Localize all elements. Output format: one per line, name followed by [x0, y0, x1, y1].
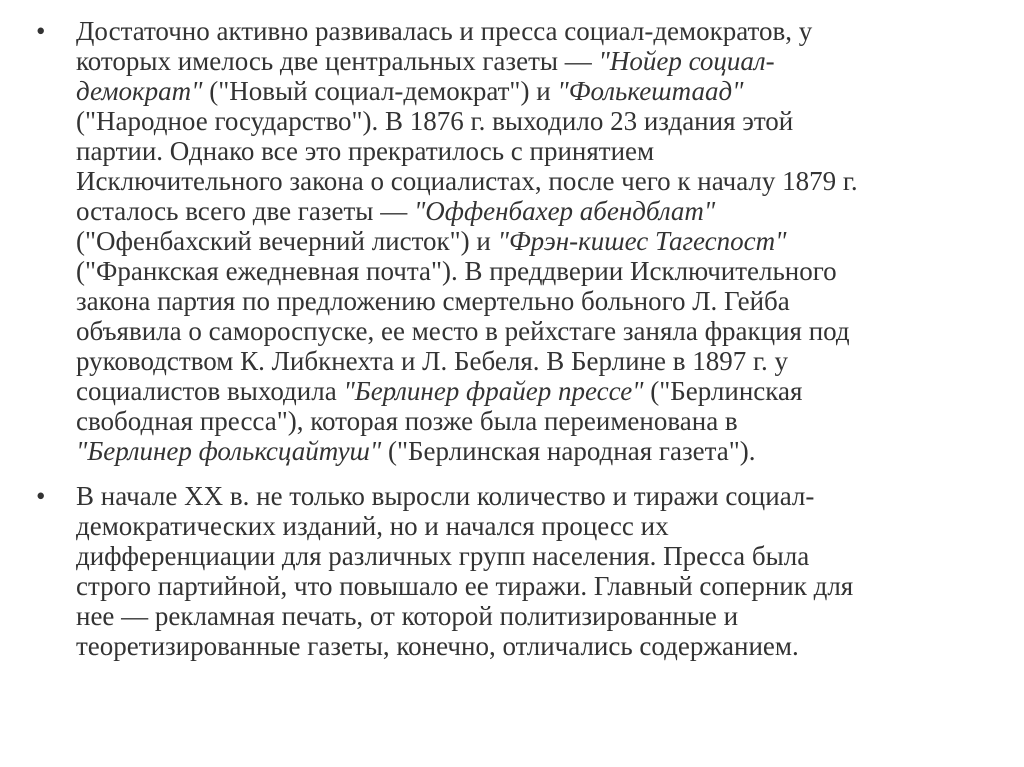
newspaper-title: "Фрэн-кишес Тагеспост": [497, 226, 787, 256]
text-line: [76, 346, 1016, 376]
text-segment: ("Франкская ежедневная почта"). В преддверии Исключительного: [76, 256, 837, 286]
newspaper-title: "Фолькештаад": [557, 76, 744, 106]
text-segment: свободная пресса"), которая позже была переименована в: [76, 406, 738, 436]
text-line: [76, 631, 1016, 661]
text-line: [76, 166, 1016, 196]
text-line: [76, 406, 1016, 436]
text-segment: Достаточно активно развивалась и пресса социал-демократов, у: [76, 16, 813, 46]
text-segment: строго партийной, что повышало ее тиражи. Главный соперник для: [76, 571, 854, 601]
bullet-text: [76, 481, 1016, 661]
text-segment: объявила о самороспуске, ее место в рейхстаге заняла фракция под: [76, 316, 850, 346]
text-line: [76, 106, 1016, 136]
text-line: [76, 46, 1016, 76]
text-segment: партии. Однако все это прекратилось с принятием: [76, 136, 655, 166]
bullet-text: [76, 16, 1016, 466]
text-segment: Исключительного закона о социалистах, после чего к началу 1879 г.: [76, 166, 858, 196]
text-segment: закона партия по предложению смертельно больного Л. Гейба: [76, 286, 790, 316]
newspaper-title: демократ": [76, 76, 203, 106]
text-line: [76, 541, 1016, 571]
text-line: [76, 136, 1016, 166]
text-segment: которых имелось две центральных газеты —: [76, 46, 599, 76]
text-segment: нее — рекламная печать, от которой политизированные и: [76, 601, 739, 631]
newspaper-title: "Нойер социал-: [598, 46, 775, 76]
text-segment: руководством К. Либкнехта и Л. Бебеля. В Берлине в 1897 г. у: [76, 346, 789, 376]
newspaper-title: "Берлинер фольксцайтуш": [76, 436, 382, 466]
text-segment: ("Берлинская народная газета").: [381, 436, 756, 466]
bullet-marker: •: [36, 16, 46, 46]
newspaper-title: "Оффенбахер абендблат": [413, 196, 716, 226]
text-line: [76, 286, 1016, 316]
text-segment: ("Берлинская: [643, 376, 803, 406]
text-segment: демократических изданий, но и начался процесс их: [76, 511, 669, 541]
text-segment: дифференциации для различных групп населения. Пресса была: [76, 541, 810, 571]
newspaper-title: "Берлинер фрайер прессе": [343, 376, 644, 406]
text-segment: теоретизированные газеты, конечно, отличались содержанием.: [76, 631, 799, 661]
text-segment: ("Офенбахский вечерний листок") и: [76, 226, 498, 256]
text-segment: социалистов выходила: [76, 376, 344, 406]
text-line: [76, 76, 1016, 106]
text-line: [76, 196, 1016, 226]
text-segment: ("Новый социал-демократ") и: [202, 76, 558, 106]
text-line: [76, 481, 1016, 511]
text-line: [76, 316, 1016, 346]
text-line: [76, 601, 1016, 631]
text-line: [76, 256, 1016, 286]
text-segment: ("Народное государство"). В 1876 г. выходило 23 издания этой: [76, 106, 794, 136]
text-segment: осталось всего две газеты —: [76, 196, 414, 226]
text-line: [76, 376, 1016, 406]
text-line: [76, 226, 1016, 256]
text-segment: В начале XX в. не только выросли количество и тиражи социал-: [76, 481, 815, 511]
text-line: [76, 16, 1016, 46]
bullet-marker: •: [36, 481, 46, 511]
text-line: [76, 571, 1016, 601]
text-line: [76, 511, 1016, 541]
text-line: [76, 436, 1016, 466]
